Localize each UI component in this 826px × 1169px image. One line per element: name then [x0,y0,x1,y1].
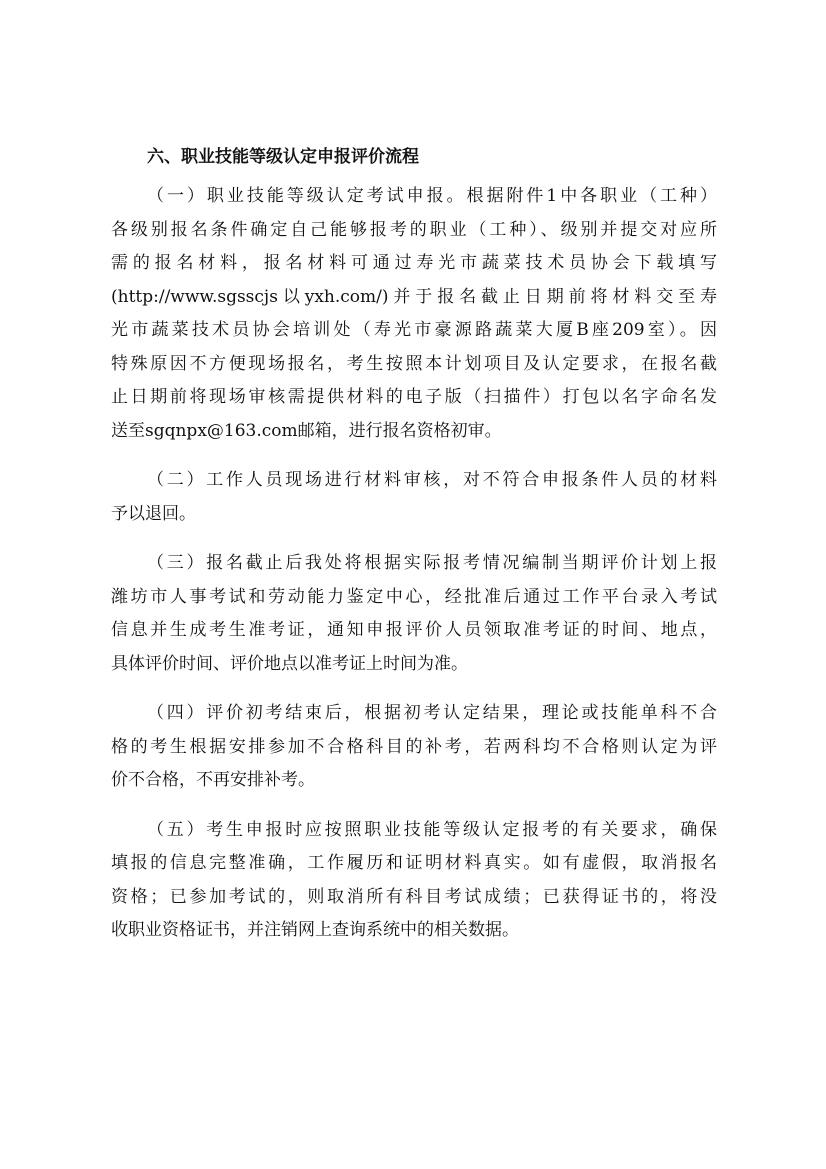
paragraph-line: 格的考生根据安排参加不合格科目的补考，若两科均不合格则认定为评 [111,736,717,757]
paragraph-line: 信息并生成考生准考证，通知申报评价人员领取准考证的时间、地点， [111,620,717,640]
paragraph-2 [111,464,717,531]
paragraph-line: 收职业资格证书，并注销网上查询系统中的相关数据。 [111,920,519,940]
paragraph-line: 光市蔬菜技术员协会培训处（寿光市豪源路蔬菜大厦B座209室）。因 [111,320,717,340]
paragraph-line: 需的报名材料，报名材料可通过寿光市蔬菜技术员协会下载填写 [111,253,717,273]
paragraph-1 [111,180,717,448]
paragraph-line: 特殊原因不方便现场报名，考生按照本计划项目及认定要求，在报名截 [111,353,717,374]
paragraph-line: 送至sgqnpx@163.com邮箱，进行报名资格初审。 [111,420,502,441]
paragraph-line: 价不合格，不再安排补考。 [111,770,315,790]
paragraph-line: (http://www.sgsscjs以yxh.com/)并于报名截止日期前将材料交至寿 [111,286,717,307]
paragraph-line: （五）考生申报时应按照职业技能等级认定报考的有关要求，确保 [147,819,717,840]
paragraph-line: （四）评价初考结束后，根据初考认定结果，理论或技能单科不合 [147,703,717,723]
paragraph-line: 填报的信息完整准确，工作履历和证明材料真实。如有虚假，取消报名 [111,853,717,873]
paragraph-line: 具体评价时间、评价地点以准考证上时间为准。 [111,653,468,674]
paragraph-3 [111,547,717,681]
paragraph-line: 予以退回。 [111,503,196,524]
paragraph-5 [111,814,717,948]
paragraph-line: 止日期前将现场审核需提供材料的电子版（扫描件）打包以名字命名发 [111,387,717,407]
paragraph-line: 各级别报名条件确定自己能够报考的职业（工种）、级别并提交对应所 [111,219,717,240]
paragraph-line: 潍坊市人事考试和劳动能力鉴定中心，经批准后通过工作平台录入考试 [111,586,717,607]
paragraph-line: 资格；已参加考试的，则取消所有科目考试成绩；已获得证书的，将没 [111,886,717,907]
paragraph-line: （三）报名截止后我处将根据实际报考情况编制当期评价计划上报 [147,553,717,573]
paragraph-line: （二）工作人员现场进行材料审核，对不符合申报条件人员的材料 [147,470,717,490]
paragraph-line: （一）职业技能等级认定考试申报。根据附件1中各职业（工种） [147,186,717,206]
document-body [111,140,717,964]
paragraph-4 [111,697,717,798]
section-heading: 六、职业技能等级认定申报评价流程 [147,147,419,167]
